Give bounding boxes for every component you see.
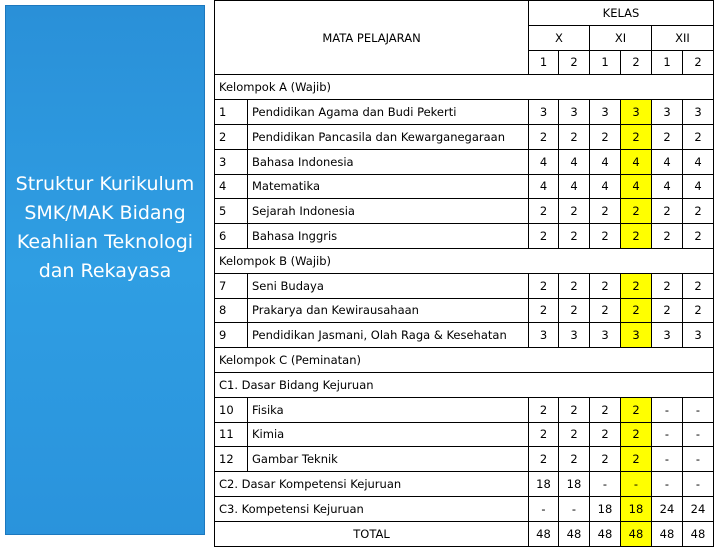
semester-header: 2 xyxy=(621,50,652,75)
subject-row xyxy=(215,323,714,348)
group-row xyxy=(215,248,714,273)
hours-cell: 2 xyxy=(590,397,621,422)
subject-row xyxy=(215,199,714,224)
semester-header: 1 xyxy=(529,50,559,75)
hours-cell: 3 xyxy=(683,323,714,348)
hours-cell: 3 xyxy=(621,100,652,125)
hours-cell: 2 xyxy=(529,124,559,149)
hours-cell: 4 xyxy=(529,174,559,199)
subject-row xyxy=(215,298,714,323)
subject-name: Pendidikan Jasmani, Olah Raga & Kesehatan xyxy=(248,323,529,348)
kelas-header: KELAS xyxy=(529,1,714,26)
hours-cell: 4 xyxy=(559,149,590,174)
hours-cell: - xyxy=(652,472,683,497)
hours-cell: 4 xyxy=(559,174,590,199)
hours-cell: 2 xyxy=(621,124,652,149)
hours-cell: 2 xyxy=(590,422,621,447)
subject-number: 1 xyxy=(215,100,248,125)
hours-cell: 48 xyxy=(683,521,714,546)
hours-cell: 4 xyxy=(652,149,683,174)
hours-cell: 3 xyxy=(652,100,683,125)
hours-cell: 3 xyxy=(529,323,559,348)
hours-cell: 18 xyxy=(559,472,590,497)
hours-cell: - xyxy=(590,472,621,497)
hours-cell: 18 xyxy=(621,496,652,521)
subject-number: 7 xyxy=(215,273,248,298)
subject-row xyxy=(215,422,714,447)
hours-cell: 48 xyxy=(529,521,559,546)
hours-cell: 4 xyxy=(621,149,652,174)
hours-cell: 2 xyxy=(683,224,714,249)
sidebar-title: Struktur Kurikulum SMK/MAK Bidang Keahlian Teknologi dan Rekayasa xyxy=(15,173,195,282)
hours-cell: 2 xyxy=(652,298,683,323)
hours-cell: 2 xyxy=(529,397,559,422)
hours-cell: 18 xyxy=(590,496,621,521)
hours-cell: - xyxy=(652,422,683,447)
hours-cell: - xyxy=(529,496,559,521)
hours-cell: - xyxy=(559,496,590,521)
subject-number: 3 xyxy=(215,149,248,174)
c2-row-label: C2. Dasar Kompetensi Kejuruan xyxy=(215,472,529,497)
hours-cell: 2 xyxy=(652,224,683,249)
semester-header: 1 xyxy=(590,50,621,75)
subject-name: Bahasa Indonesia xyxy=(248,149,529,174)
hours-cell: 2 xyxy=(621,422,652,447)
group-c1-label: C1. Dasar Bidang Kejuruan xyxy=(215,372,714,397)
subject-name: Bahasa Inggris xyxy=(248,224,529,249)
subject-name: Prakarya dan Kewirausahaan xyxy=(248,298,529,323)
subject-name: Kimia xyxy=(248,422,529,447)
hours-cell: 2 xyxy=(621,199,652,224)
subject-name: Sejarah Indonesia xyxy=(248,199,529,224)
hours-cell: 3 xyxy=(683,100,714,125)
subject-row xyxy=(215,100,714,125)
subject-number: 6 xyxy=(215,224,248,249)
semester-header: 2 xyxy=(683,50,714,75)
group-a-label: Kelompok A (Wajib) xyxy=(215,75,714,100)
hours-cell: 2 xyxy=(559,298,590,323)
group-b-label: Kelompok B (Wajib) xyxy=(215,248,714,273)
c3-row-label: C3. Kompetensi Kejuruan xyxy=(215,496,529,521)
hours-cell: 3 xyxy=(529,100,559,125)
c2-row xyxy=(215,472,714,497)
subject-name: Fisika xyxy=(248,397,529,422)
hours-cell: 2 xyxy=(590,447,621,472)
hours-cell: 2 xyxy=(529,224,559,249)
hours-cell: - xyxy=(683,472,714,497)
subject-name: Gambar Teknik xyxy=(248,447,529,472)
hours-cell: 48 xyxy=(559,521,590,546)
group-c-label: Kelompok C (Peminatan) xyxy=(215,348,714,373)
subject-number: 10 xyxy=(215,397,248,422)
hours-cell: 2 xyxy=(652,124,683,149)
subject-row xyxy=(215,124,714,149)
hours-cell: 2 xyxy=(683,199,714,224)
hours-cell: - xyxy=(683,422,714,447)
subject-number: 5 xyxy=(215,199,248,224)
hours-cell: - xyxy=(652,397,683,422)
hours-cell: - xyxy=(621,472,652,497)
hours-cell: 2 xyxy=(621,447,652,472)
hours-cell: 2 xyxy=(683,298,714,323)
hours-cell: 2 xyxy=(621,273,652,298)
hours-cell: 2 xyxy=(529,298,559,323)
hours-cell: 3 xyxy=(559,100,590,125)
subject-number: 4 xyxy=(215,174,248,199)
c3-row xyxy=(215,496,714,521)
hours-cell: 24 xyxy=(652,496,683,521)
hours-cell: 4 xyxy=(590,174,621,199)
subject-number: 9 xyxy=(215,323,248,348)
hours-cell: 2 xyxy=(559,199,590,224)
group-row xyxy=(215,372,714,397)
hours-cell: 4 xyxy=(529,149,559,174)
hours-cell: 48 xyxy=(652,521,683,546)
hours-cell: 2 xyxy=(559,447,590,472)
subject-row xyxy=(215,224,714,249)
grade-header: X xyxy=(529,25,590,50)
hours-cell: 3 xyxy=(590,323,621,348)
hours-cell: 2 xyxy=(559,422,590,447)
hours-cell: 2 xyxy=(621,298,652,323)
group-row xyxy=(215,348,714,373)
hours-cell: 2 xyxy=(559,124,590,149)
hours-cell: - xyxy=(683,447,714,472)
subject-row xyxy=(215,273,714,298)
hours-cell: 2 xyxy=(590,224,621,249)
subject-number: 12 xyxy=(215,447,248,472)
subject-number: 8 xyxy=(215,298,248,323)
hours-cell: 3 xyxy=(590,100,621,125)
hours-cell: 4 xyxy=(652,174,683,199)
grade-header: XII xyxy=(652,25,714,50)
hours-cell: 4 xyxy=(621,174,652,199)
hours-cell: 2 xyxy=(529,273,559,298)
semester-header: 1 xyxy=(652,50,683,75)
hours-cell: 2 xyxy=(590,273,621,298)
hours-cell: 3 xyxy=(652,323,683,348)
grade-header: XI xyxy=(590,25,652,50)
subject-row xyxy=(215,397,714,422)
hours-cell: - xyxy=(652,447,683,472)
hours-cell: 2 xyxy=(652,273,683,298)
hours-cell: 18 xyxy=(529,472,559,497)
subject-number: 11 xyxy=(215,422,248,447)
hours-cell: 2 xyxy=(529,199,559,224)
hours-cell: 2 xyxy=(683,273,714,298)
hours-cell: 24 xyxy=(683,496,714,521)
subject-row xyxy=(215,174,714,199)
hours-cell: 48 xyxy=(621,521,652,546)
semester-header: 2 xyxy=(559,50,590,75)
hours-cell: 4 xyxy=(683,174,714,199)
hours-cell: 2 xyxy=(559,273,590,298)
hours-cell: 2 xyxy=(683,124,714,149)
group-row xyxy=(215,75,714,100)
subject-name: Pendidikan Pancasila dan Kewarganegaraan xyxy=(248,124,529,149)
total-row xyxy=(215,521,714,546)
hours-cell: 2 xyxy=(529,447,559,472)
subject-column-header: MATA PELAJARAN xyxy=(215,1,529,75)
subject-row xyxy=(215,447,714,472)
hours-cell: 2 xyxy=(529,422,559,447)
hours-cell: 2 xyxy=(621,224,652,249)
curriculum-table xyxy=(214,0,714,547)
hours-cell: 4 xyxy=(683,149,714,174)
subject-name: Matematika xyxy=(248,174,529,199)
hours-cell: 3 xyxy=(559,323,590,348)
hours-cell: 2 xyxy=(559,224,590,249)
hours-cell: 2 xyxy=(590,124,621,149)
hours-cell: 2 xyxy=(652,199,683,224)
hours-cell: 3 xyxy=(621,323,652,348)
subject-name: Pendidikan Agama dan Budi Pekerti xyxy=(248,100,529,125)
hours-cell: 4 xyxy=(590,149,621,174)
subject-row xyxy=(215,149,714,174)
subject-number: 2 xyxy=(215,124,248,149)
hours-cell: 2 xyxy=(621,397,652,422)
subject-name: Seni Budaya xyxy=(248,273,529,298)
total-row-label: TOTAL xyxy=(215,521,529,546)
sidebar-panel xyxy=(5,5,205,535)
hours-cell: 2 xyxy=(559,397,590,422)
hours-cell: - xyxy=(683,397,714,422)
hours-cell: 2 xyxy=(590,199,621,224)
hours-cell: 2 xyxy=(590,298,621,323)
hours-cell: 48 xyxy=(590,521,621,546)
